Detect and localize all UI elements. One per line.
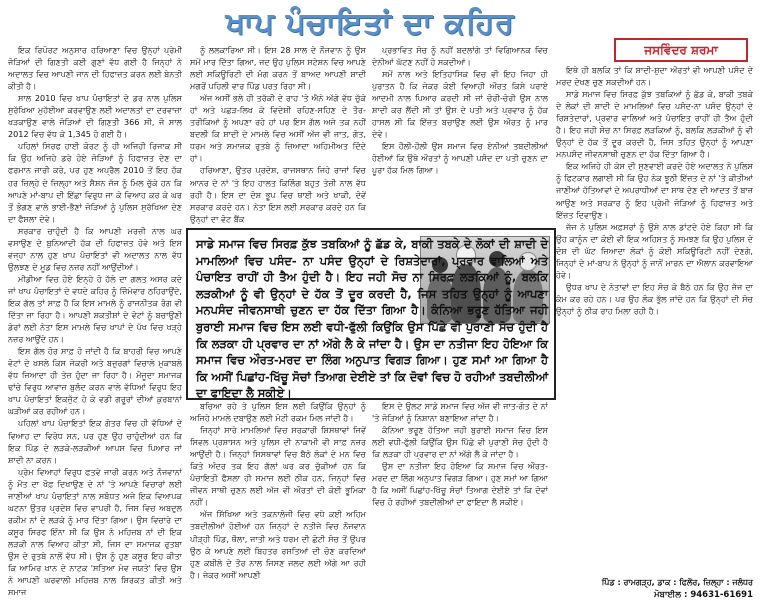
paragraph: ਨੂੰ ਲਲਕਾਰਿਆ ਸੀ। ਇਸ 28 ਸਾਲ ਦੇ ਨੌਜਵਾਨ ਨੂੰ ਉਸ ਸਮੇਂ ਮਾਰ ਦਿੱਤਾ ਗਿਆ, ਜਦ ਉਹ ਪੁਲਿਸ ਸਟੇਸ਼ਨ ਵਿਚ ਆਪਣੇ ਲਈ ਸਕਿਊਰਿਟੀ ਦੀ ਮੰਗ ਕਰਨ ਤੋਂ ਬਾਅਦ ਆਪਣੀ ਸ਼ਾਦੀ ਮਗਰੋਂ ਪਹਿਲੀ ਵਾਰ ਪਿੰਡ ਪਰਤ ਰਿਹਾ ਸੀ। [190,45,366,92]
article-headline: ਖਾਪ ਪੰਚਾਇਤਾਂ ਦਾ ਕਹਿਰ [225,6,515,41]
paragraph: ਸਾਡੇ ਸਮਾਜ ਵਿਚ ਸਿਰਫ਼ ਕੁੱਝ ਤਬਕਿਆਂ ਨੂੰ ਛੱਡ ਕੇ, ਬਾਕੀ ਤਬਕੇ ਦੇ ਲੋਕਾਂ ਦੀ ਸ਼ਾਦੀ ਦੇ ਮਾਮਲਿਆਂ ਵਿਚ ਪਸੰਦ-ਨਾ ਪਸੰਦ ਉਨ੍ਹਾਂ ਦੇ ਰਿਸ਼ਤੇਦਾਰਾਂ, ਪ੍ਰਵਾਰ ਵਾਲਿਆਂ ਅਤੇ ਪੰਚਾਇਤ ਰਾਹੀਂ ਹੀ ਤੈਅ ਹੁੰਦੀ ਹੈ। ਇਹ ਜਹੀ ਸੋਚ ਨਾ ਸਿਰਫ਼ ਲੜਕਿਆਂ ਨੂੰ, ਬਲਕਿ ਲੜਕੀਆਂ ਨੂੰ ਵੀ ਉਨ੍ਹਾਂ ਦੇ ਹੱਕ ਤੋਂ ਦੂਰ ਕਰਦੀ ਹੈ, ਜਿਸ ਤਹਿਤ ਉਨ੍ਹਾਂ ਨੂੰ ਆਪਣਾ ਮਨਪਸੰਦ ਜੀਵਨਸਾਥੀ ਚੁਣਨ ਦਾ ਹੱਕ ਦਿੱਤਾ ਗਿਆ ਹੈ। [556,89,753,160]
paragraph: ਇਥੇ ਹੀ ਬਲਕਿ ਤਾਂ ਕਿ ਸ਼ਾਦੀ-ਸ਼ੁਦਾ ਔਰਤਾਂ ਵੀ ਆਪਣੀ ਪਸੰਦ ਦੇ ਮਰਦ ਦੇਖਣ ਚੁਣ ਸਕਦੀਆਂ ਹਨ। [556,65,753,88]
paragraph: ਸਮੇਂ ਨਾਲ ਅਤੇ ਇਤਿਹਾਸਿਕ ਵਿਚ ਵੀ ਇਹ ਜਿਹਾ ਹੀ ਪੁਰਾਤਨ ਹੈ ਕਿ ਜੇਕਰ ਕੋਈ ਵਿਆਹੀ ਔਰਤ ਕਿਸੇ ਪਰਾਏ ਆਦਮੀ ਨਾਲ ਪਿਆਰ ਕਰਦੀ ਸੀ ਜਾਂ ਚੋਰੀ-ਚੋਰੀ ਉਸ ਨਾਲ ਸ਼ਾਦੀ ਕਰ ਲੈਂਦੀ ਸੀ ਤਾਂ ਉਸ ਦੇ ਪਤੀ ਅਤੇ ਪ੍ਰਵਾਰ ਨੂੰ ਹੱਕ ਹਾਸਲ ਸੀ ਕਿ ਇੱਜ਼ਤ ਬਚਾਉਣ ਲਈ ਉਸ ਔਰਤ ਨੂੰ ਮਾਰ ਦੇਵੇ। [372,69,548,140]
paragraph: ਇਸ ਹੌਲੀ-ਹੌਲੀ ਉਸ ਸਮਾਜ ਵਿਚ ਏਨੀਆਂ ਤਬਦੀਲੀਆਂ ਹੋਈਆਂ ਕਿ ਉਥੇ ਔਰਤਾਂ ਨੂੰ ਆਪਣੀ ਪਸੰਦ ਦਾ ਪਤੀ ਚੁਣਨ ਦਾ ਪੂਰਾ ਹੱਕ ਮਿਲ ਗਿਆ। [372,141,548,176]
article-column-3 [372,44,548,226]
paragraph: ਇਸ ਗੱਲ ਹੋਰ ਸਾਫ਼ ਹੋ ਜਾਂਦੀ ਹੈ ਕਿ ਬਾਹਰੀ ਵਿਚ ਆਪਣੇ ਵੋਟਾਂ ਦੇ ਖਸਲੇ ਕਿਸ ਜੇਕਰੀ ਅਤੇ ਬਜ਼ੁਰਗਾਂ ਵਿਚਾਲੇ ਮੁਕਾਬਲੇ ਵੱਧ ਜਿਆਦਾ ਹੀ ਤੇਜ਼ ਹੁੰਦਾ ਜਾ ਰਿਹਾ ਹੈ। ਮੌਜੂਦਾ ਸਮਾਜਕ ਢਾਂਚੇ ਵਿਰੁਧ ਆਵਾਜ਼ ਬੁਲੰਦ ਕਰਨ ਵਾਲੇ ਵੱਧਿਆਂ ਵਿਰੁਧ ਇਹ ਖਾਪ ਪੰਚਾਇਤਾਂ ਇਕਜੁੱਟ ਹੋ ਕੇ ਵਡੀ ਗਰੂਰਾਂ ਦੀਆਂ ਕੁਰਬਾਨਾਂ ਘੜੀਆਂ ਕਰ ਰਹੀਆਂ ਹਨ। [8,346,182,417]
article-column-1 [8,44,182,598]
paragraph: ਬਚਿਆ ਰਹੇ ਤੇ ਪੁਲਿਸ ਇਸ ਲਈ ਕਿਉਂਕਿ ਉਨ੍ਹਾਂ ਨੂੰ ਅਜਿਹੇ ਮਾਮਲੇ ਦਬਾਉਣ ਲਈ ਮੋਟੀ ਰਕਮ ਮਿਲ ਜਾਂਦੀ ਹੈ। [190,401,366,424]
article-column-2 [190,44,366,224]
paragraph: ਅੱਜ ਅਸੀਂ ਭਲੇ ਹੀ ਤਰੱਕੀ ਦੇ ਰਾਹ 'ਤੇ ਐਨੇ ਅੱਗੇ ਵੱਧ ਚੁੱਕੇ ਹਾਂ ਅਤੇ ਪਛੜ-ਲਿਖ ਕੇ ਵਿਦੇਸ਼ੀ ਰਹਿਣ-ਸਹਿਣ ਦੇ ਤੌਰ-ਤਰੀਕਿਆਂ ਨੂੰ ਅਪਣਾ ਰਹੇ ਹਾਂ ਪਰ ਇਸ ਗੱਲ ਅਜੇ ਤਕ ਨਹੀਂ ਬਦਲੀ ਕਿ ਸ਼ਾਦੀ ਦੇ ਮਾਮਲੇ ਵਿਚ ਅਸੀਂ ਅੱਜ ਵੀ ਜਾਤ, ਗੋਤ, ਧਰਮ ਅਤੇ ਸਮਾਜਕ ਰੁਤਬੇ ਨੂੰ ਜ਼ਿਆਦਾ ਅਹਿਮੀਅਤ ਦਿੰਦੇ ਹਾਂ। [190,93,366,164]
pull-quote-text: ਸਾਡੇ ਸਮਾਜ ਵਿਚ ਸਿਰਫ਼ ਕੁੱਝ ਤਬਕਿਆਂ ਨੂੰ ਛੱਡ ਕੇ, ਬਾਕੀ ਤਬਕੇ ਦੇ ਲੋਕਾਂ ਦੀ ਸ਼ਾਦੀ ਦੇ ਮਾਮਲਿਆਂ ਵਿਚ ਪਸੰਦ- ਨਾ ਪਸੰਦ ਉਨ੍ਹਾਂ ਦੇ ਰਿਸ਼ਤੇਦਾਰਾਂ, ਪ੍ਰਵਾਰ ਵਾਲਿਆਂ ਅਤੇ ਪੰਚਾਇਤ ਰਾਹੀਂ ਹੀ ਤੈਅ ਹੁੰਦੀ ਹੈ। ਇਹ ਜਹੀ ਸੋਚ ਨਾ ਸਿਰਫ਼ ਲੜਕਿਆਂ ਨੂੰ, ਬਲਕਿ ਲੜਕੀਆਂ ਨੂੰ ਵੀ ਉਨ੍ਹਾਂ ਦੇ ਹੱਕ ਤੋਂ ਦੂਰ ਕਰਦੀ ਹੈ, ਜਿਸ ਤਹਿਤ ਉਨ੍ਹਾਂ ਨੂੰ ਆਪਣਾ ਮਨਪਸੰਦ ਜੀਵਨਸਾਥੀ ਚੁਣਨ ਦਾ ਹੱਕ ਦਿੱਤਾ ਗਿਆ ਹੈ। ਕੰਨਿਆ ਭਰੂਣ ਹੱਤਿਆ ਜਹੀ ਬੁਰਾਈ ਸਮਾਜ ਵਿਚ ਇਸ ਲਈ ਵਧੀ-ਫੁੱਲੀ ਕਿਉਂਕਿ ਉਸ ਪਿੱਛੇ ਵੀ ਪੁਰਾਣੀ ਸੋਚ ਹੁੰਦੀ ਹੈ ਕਿ ਲੜਕਾ ਹੀ ਪ੍ਰਵਾਰ ਦਾ ਨਾਂ ਅੱਗੇ ਲੈ ਕੇ ਜਾਂਦਾ ਹੈ। ਉਸ ਦਾ ਨਤੀਜਾ ਇਹ ਹੋਇਆ ਕਿ ਸਮਾਜ ਵਿਚ ਔਰਤ-ਮਰਦ ਦਾ ਲਿੰਗ ਅਨੁਪਾਤ ਵਿਗੜ ਗਿਆ। ਹੁਣ ਸਮਾਂ ਆ ਗਿਆ ਹੈ ਕਿ ਅਸੀਂ ਪਿਛਾਂਹ-ਖਿੱਚੂ ਸੋਚਾਂ ਤਿਆਗ ਦੇਈਏ ਤਾਂ ਕਿ ਦੋਵਾਂ ਵਿਚ ਹੋ ਰਹੀਆਂ ਤਬਦੀਲੀਆਂ ਦਾ ਫਾਇਦਾ ਲੈ ਸਕੀਏ। [196,237,548,401]
author-address: ਪਿੰਡ : ਰਾਮਗੜ੍ਹ, ਡਾਕ : ਫਿਲੌਰ, ਜ਼ਿਲ੍ਹਾ : ਜਲੰਧਰ [601,578,753,587]
paragraph: ਇਕ ਰਿਪੋਰਟ ਅਨੁਸਾਰ ਹਰਿਆਣਾ ਵਿਚ ਉਨ੍ਹਾਂ ਪ੍ਰੇਮੀ ਜੋੜਿਆਂ ਦੀ ਗਿਣਤੀ ਕਈ ਗੁਣਾਂ ਵੱਧ ਗਈ ਹੈ ਜਿਨ੍ਹਾਂ ਨੇ ਅਦਾਲਤ ਵਿਚ ਆਪਣੀ ਜਾਨ ਦੀ ਹਿਫਾਜ਼ਤ ਕਰਨ ਲਈ ਬੇਨਤੀ ਕੀਤੀ ਹੈ। [8,45,182,92]
paragraph: ਅੱਜ ਸਿੱਖਿਆ ਅਤੇ ਤਕਨਾਲੋਜੀ ਵਿਚ ਵਧੇ ਕਈ ਅਹਿਮ ਤਬਦੀਲੀਆਂ ਹੋਈਆਂ ਹਨ ਜਿਨ੍ਹਾਂ ਦੇ ਨਤੀਜੇ ਵਿਚ ਨੌਜਵਾਨ ਪੀੜ੍ਹੀ ਪਿੰਡ, ਥੌਲਾ, ਜਾਤੀ ਅਤੇ ਧਰਮ ਦੀ ਛੋਟੀ ਸੋਚ ਤੋਂ ਉਪਰ ਉਠ ਕੇ ਆਪਣੇ ਲਈ ਬਿਹਤਰ ਰਸਤਿਆਂ ਦੀ ਚੋਣ ਕਰਦਿਆਂ ਹੁਣ ਕਬੀਲੇ ਦੇ ਤੌਰ ਨਾਲ ਜਿਸਣ ਜਲਦ ਲਈ ਅੱਗੇ ਆ ਰਹੀ ਹੈ। ਜੇਕਰ ਅਸੀਂ ਆਪਣੀ [190,509,366,580]
paragraph: ਹਰਿਆਣਾ, ਉਤਰ ਪ੍ਰਦੇਸ਼, ਰਾਜਸਥਾਨ ਜਿਹੇ ਰਾਜਾਂ ਵਿਚ ਆਨਰ ਦੇ ਨਾਂ 'ਤੇ ਇਹ ਹਾਲਤ ਕਿਲਿੰਗ ਬਹੁਤ ਤੇਜ਼ੀ ਨਾਲ ਵੱਧ ਰਹੀ ਹੈ। ਇਸ ਦਾ ਦੋਸ਼ ਭੂਪ ਵਿਚ ਥਾਈ ਅਤੇ ਖਾਕੀ, ਦੋਵੇਂ ਸਰਕਾਰ ਕਰਦੇ ਹਨ। ਨੇਤਾ ਇਸ ਲਈ ਸਰਕਾਰ ਕਰਦੇ ਹਨ ਕਿ ਉਨ੍ਹਾਂ ਦਾ ਵੋਟ ਬੈਂਕ [190,165,366,224]
paragraph: ਮੀਡੀਆ ਵਿਚ ਹੋਏ ਇਨ੍ਹੇ ਹੋ ਹੱਲੇ ਦਾ ਗਲਤ ਅਸਰ ਕਦੇ ਜਾਂ ਖਾਪ ਪੰਚਾਇਤਾਂ ਦੇ ਵਧਦੇ ਕਹਿਰ ਨੂੰ ਜ਼ਿੰਮੇਵਾਰ ਠਹਿਰਾਉਂਦੇ, ਇਕ ਗੱਲ ਤਾਂ ਸਾਫ਼ ਹੈ ਕਿ ਇਸ ਮਾਮਲੇ ਨੂੰ ਰਾਜਨੀਤਕ ਰੰਗ ਵੀ ਦਿੱਤਾ ਜਾ ਰਿਹਾ ਹੈ। ਆਪਣੀ ਸ਼ਕਤੀਸ਼ਾਂ ਦੇ ਵੋਟਾਂ ਨੂੰ ਬਚਾਉਣੀ ਡੇਰਾਂ ਲਈ ਨੇਤਾ ਇਸ ਮਾਮਲੇ ਵਿਚ ਖਾਪਾਂ ਦੇ ਪੱਖ ਵਿਚ ਖੜ੍ਹੇ ਨਜ਼ਰ ਆਉਂਦੇ ਹਨ। [8,273,182,345]
paragraph: ਉਧਰ ਖਾਪ ਦੇ ਨੇਤਾਵਾਂ ਦਾ ਇਹ ਸੋਚ ਕੇ ਬੈਠੇ ਹਨ ਕਿ ਉਹ ਜੱਜ ਦਾ ਕੰਮ ਕਰ ਰਹੇ ਹਨ। ਪਰ ਉਹ ਲੋਕ ਭੁੱਲ ਜਾਂਦੇ ਹਨ ਕਿ ਉਨ੍ਹਾਂ ਦੀ ਸੋਚ ਉਨ੍ਹਾਂ ਨੂੰ ਠੀਕ ਰਾਹ ਮਿਲਾ ਰਹੀ ਹੈ। [556,281,753,316]
paragraph: ਪ੍ਰੇਮ ਵਿਆਹਾਂ ਵਿਰੁਧ ਫਤਵੇ ਜਾਰੀ ਕਰਨ ਅਤੇ ਨੌਜਵਾਨਾਂ ਨੂੰ ਮੌਤ ਦਾ ਖੌਫ਼ ਦਿਖਾਉਣ ਦੇ ਨਾਂ 'ਤੇ ਆਪਣੇ ਵਿਚਾਰਾਂ ਲਈ ਜਾਣੀਆਂ ਖਾਪ ਪੰਚਾਇਤਾਂ ਨਾਲ ਸਬੰਧਤ ਅਜੇ ਇਕ ਵਿਆਪਕ ਘਟਨਾ ਉਤਰ ਪ੍ਰਦੇਸ਼ ਵਿਚ ਵਾਪਰੀ ਹੈ, ਜਿਸ ਵਿਚ ਅਬਦੁਲ ਰਕੀਮ ਨਾਂ ਦੇ ਲੜਕੇ ਨੂੰ ਮਾਰ ਦਿੱਤਾ ਗਿਆ। ਉਸ ਵਿਚਾਰੇ ਦਾ ਕਸੂਰ ਸਿਰਫ ਇੰਨਾ ਸੀ ਕਿ ਉਸ ਨੇ ਮਹਿਜ਼ਬ ਨਾਂ ਦੀ ਇਕ ਲੜਕੀ ਨਾਲ ਵਿਆਹ ਕੀਤਾ ਸੀ, ਜਿਸ ਦਾ ਸਮਾਜਕ ਰੁਤਬਾ ਉਸ ਦੇ ਰੁਤਬੇ ਨਾਲੋਂ ਵੱਧ ਸੀ। ਉਸ ਨੂੰ ਹੁਣ ਕਸੂਰ ਇਹ ਕੀਤਾ ਕਿ ਆਮਿਰ ਖਾਨ ਦੇ ਨਾਟਕ 'ਸਤਿਆ ਮੇਵ ਜਯਤੇ' ਵਿਚ ਉਸ ਨੇ ਆਪਣੀ ਘਰਵਾਲੀ ਮਹਿਜ਼ਬ ਨਾਲ ਸ਼ਿਰਕਤ ਕੀਤੀ ਅਤੇ ਸਮਾਜ [8,466,182,598]
paragraph: ਇਕ ਅਜਿਹੇ ਹੀ ਕੇਸ ਦੀ ਸੁਣਵਾਈ ਕਰਦੇ ਹੋਏ ਅਦਾਲਤ ਨੇ ਪੁਲਿਸ ਨੂੰ ਫਿਟਕਾਰ ਲਗਾਈ ਸੀ ਕਿ ਉਹ ਨੇਕ ਝੂਠੀ ਇੱਜ਼ਤ ਦੇ ਨਾਂ 'ਤੇ ਕੀਤੀਆਂ ਜਾਣੀਆਂ ਹੱਤਿਆਵਾਂ ਦੇ ਅਪਰਾਧੀਆਂ ਦਾ ਸਾਥ ਦੇਣ ਦੀ ਆਦਤ ਤੋਂ ਬਾਜ਼ ਆਉਣ ਅਤੇ ਸਰਕਾਰ ਨੂੰ ਇਹ ਪ੍ਰੇਮੀ ਜੋੜਿਆਂ ਨੂੰ ਹਿਫਾਜ਼ਤ ਅਤੇ ਇੱਜ਼ਤ ਦਿਵਾਉਣ। [556,161,753,220]
paragraph: ਉਸ ਦਾ ਨਤੀਜਾ ਇਹ ਹੋਇਆ ਕਿ ਸਮਾਜ ਵਿਚ ਔਰਤ-ਮਰਦ ਦਾ ਲਿੰਗ ਅਨੁਪਾਤ ਵਿਗੜ ਗਿਆ। ਹੁਣ ਸਮਾਂ ਆ ਗਿਆ ਹੈ ਕਿ ਅਸੀਂ ਪਿਛਾਂਹ-ਖਿੱਚੂ ਸੋਚਾਂ ਤਿਆਗ ਦੇਈਏ ਤਾਂ ਕਿ ਦੋਵਾਂ ਵਿਚ ਹੋ ਰਹੀਆਂ ਤਬਦੀਲੀਆਂ ਦਾ ਫਾਇਦਾ ਲੈ ਸਕੀਏ। [372,461,548,508]
paragraph: ਜੱਜ ਨੇ ਪੁਲਿਸ ਅਫ਼ਸਰਾਂ ਨੂੰ ਉਸੇ ਨਾਲ ਡਾਂਟਦੇ ਹੋਏ ਕਿਹਾ ਸੀ ਕਿ ਉਹ ਕਾਨੂੰਨ ਦਾ ਕੋਈ ਵੀ ਇਕ ਅਹਿਸਤ ਨੂੰ ਸਮਝਣ ਕਿ ਉਹ ਪੁਲਿਸ ਦੇ ਦੋਸ਼ ਦੀ ਘੱਟ ਜ਼ਿਆਦਾ ਲੋਕਾਂ ਨੂੰ ਕੋਈ ਸਕਿਊਰਿਟੀ ਨਹੀਂ ਦੇਣਗੇ, ਜਿਨ੍ਹਾਂ ਦੇ ਮਾਂ-ਬਾਪ ਨੇ ਉਨ੍ਹਾਂ ਨੂੰ ਜਾਨੋਂ ਮਾਰਨ ਦਾ ਐਲਾਨ ਕਰਵਾਇਆ ਹੋਵੇ। [556,221,753,280]
paragraph: ਪਹਿਲਾਂ ਖਾਪ ਪੰਚਾਇਤਾਂ ਇਕ ਗੋਤਰ ਵਿਚ ਹੀ ਵੱਧਿਆਂ ਦੇ ਵਿਆਹ ਦਾ ਵਿਰੋਧ ਸਨ, ਪਰ ਹੁਣ ਉਹ ਚਾਹੁੰਦੀਆਂ ਹਨ ਕਿ ਇਕ ਪਿੰਡ ਦੇ ਲੜਕੇ-ਲੜਕੀਆਂ ਆਪਸ ਵਿਚ ਪਿਆਰ ਜਾਂ ਸ਼ਾਦੀ ਨਾ ਕਰਨ। [8,418,182,465]
paragraph: ਸਾਲ 2010 ਵਿਚ ਖਾਪ ਪੰਚਾਇਤਾਂ ਦੇ ਡਰ ਨਾਲ ਪੁਲਿਸ ਸੁਰੱਖਿਆ ਮੁਹੱਈਆ ਕਰਵਾਉਣ ਲਈ ਅਦਾਲਤਾਂ ਦਾ ਦਰਵਾਜ਼ਾ ਖੜਕਾਉਣ ਵਾਲੇ ਜੋੜਿਆਂ ਦੀ ਗਿਣਤੀ 366 ਸੀ, ਜੋ ਸਾਲ 2012 ਵਿਚ ਵੱਧ ਕੇ 1,345 ਹੋ ਗਈ ਹੈ। [8,93,182,140]
paragraph: ਪਹਿਲਾਂ ਸਿਰਫ ਹਾਈ ਕੋਰਟ ਨੂੰ ਹੀ ਅਜਿਹੀ ਰਿਜਾਕ ਸੀ ਕਿ ਉਹ ਅਜਿਹੇ ਡਰੇ ਹੋਏ ਜੋੜਿਆਂ ਨੂੰ ਹਿਫਾਜ਼ਤ ਦੇਣ ਦਾ ਫਰਮਾਨ ਜਾਰੀ ਕਰੇ, ਪਰ ਹੁਣ ਅਪ੍ਰੈਲ 2010 ਤੋਂ ਇਹ ਹੱਕ ਹਰ ਜ਼ਿਲ੍ਹੇ ਦੇ ਜ਼ਿਲ੍ਹਾ ਅਤੇ ਸੈਸ਼ਨ ਜੱਜ ਨੂੰ ਮਿਲ ਚੁੱਕੇ ਹਨ ਕਿ ਆਪਣੇ ਮਾਂ-ਬਾਪ ਦੀ ਇੱਛਾ ਵਿਰੁਧ ਜਾ ਕੇ ਵਿਆਹ ਕਰ ਕੇ ਘਰ ਤੋਂ ਭੋਗਣ ਵਾਲੇ ਭਾਈ-ਭੈਣਾਂ ਜੋੜਿਆਂ ਨੂੰ ਪੁਲਿਸ ਸੁਰੱਖਿਆ ਦੇਣ ਦਾ ਫੈਸਲਾ ਦੇਵੇ। [8,141,182,224]
paragraph: ਜਿਨ੍ਹਾਂ ਸਾਰੇ ਮਾਮਲਿਆਂ ਵਿਚ ਸਰਕਾਰੀ ਸ਼ਿਸਥਾਵਾਂ ਜਿਵੇਂ ਸਿਵਲ ਪ੍ਰਸ਼ਾਸਨ ਅਤੇ ਪੁਲਿਸ ਦੀ ਨਾਕਾਮੀ ਵੀ ਸਾਫ਼ ਨਜ਼ਰ ਆਉਂਦੀ ਹੈ। ਜਿਨ੍ਹਾਂ ਸਿਸਥਾਵਾਂ ਵਿਚ ਬੈਠੇ ਲੋਕਾਂ ਦੇ ਮਨ ਵਿਚ ਕਿਤੇ ਅੰਦਰ ਤਕ ਇਹ ਗੱਲਾਂ ਘਰ ਕਰ ਚੁੱਕੀਆਂ ਹਨ ਕਿ ਪੰਚਾਇਤੀ ਫੈਸਲਾ ਹੀ ਸਮਾਜ ਲਈ ਠੀਕ ਹਨ, ਜਿਨ੍ਹਾਂ ਵਿਚ ਜੀਵਨ ਸਾਥੀ ਚੁਣਨ ਲਈ ਅੱਜ ਵੀ ਔਰਤਾਂ ਦੀ ਕੋਈ ਭੂਮਿਕਾ ਨਹੀਂ। [190,425,366,508]
article-column-3-lower [372,400,548,598]
paragraph: ਇਸ ਦੇ ਉਲਟ ਸਾਡੇ ਸਮਾਜ ਵਿਚ ਅੱਜ ਵੀ ਜਾਤ-ਗੋਤ ਦੇ ਨਾਂ 'ਤੇ ਜੋੜਿਆਂ ਨੂੰ ਨਿਸ਼ਾਨਾ ਬਣਾਇਆ ਜਾਂਦਾ ਹੈ। [372,401,548,424]
author-phone: ਮੋਬਾਈਲ : 94631-61691 [654,590,753,600]
article-column-2-lower [190,400,366,598]
paragraph: ਕੰਨਿਆ ਭਰੂਣ ਹੱਤਿਆ ਜਹੀ ਬੁਰਾਈ ਸਮਾਜ ਵਿਚ ਇਸ ਲਈ ਵਧੀ-ਫੁੱਲੀ ਕਿਉਂਕਿ ਉਸ ਪਿੱਛੇ ਵੀ ਪੁਰਾਣੀ ਸੋਚ ਹੁੰਦੀ ਹੈ ਕਿ ਲੜਕਾ ਹੀ ਪ੍ਰਵਾਰ ਦਾ ਨਾਂ ਅੱਗੇ ਲੈ ਕੇ ਜਾਂਦਾ ਹੈ। [372,425,548,460]
author-byline: ਜਸਵਿੰਦਰ ਸ਼ਰਮਾ [614,38,748,62]
paragraph: ਪ੍ਰਭਾਵਿਤ ਸੋਚ ਨੂੰ ਨਹੀਂ ਬਦਲਾਂਗੇ ਤਾਂ ਵਿਗਿਆਨਕ ਵਿਚ ਦੇਨੀਆਂ ਘੱਟਣ ਨਹੀਂ ਹੋ ਸਕਦੀਆਂ। [372,45,548,68]
article-column-4 [556,64,753,554]
pull-quote-box [186,228,556,400]
paragraph: ਸਰਕਾਰ ਚਾਹੁੰਦੀ ਹੈ ਕਿ ਆਪਣੀ ਮਰਜ਼ੀ ਨਾਲ ਘਰ ਵਸਾਉਣ ਦੇ ਬੁਨਿਆਦੀ ਹੱਕ ਦੀ ਹਿਫਾਜ਼ਤ ਹੋਵੇ ਅਤੇ ਇਸ ਵਜ੍ਹਾ ਨਾਲ ਹੁਣ ਖਾਪ ਪੰਚਾਇਤਾਂ ਵੀ ਅਦਾਲਤ ਨਾਲ ਵੱਧ ਉਲਝਣ ਦੇ ਮੂਡ ਵਿਚ ਨਜ਼ਰ ਨਹੀਂ ਆਉਂਦੀਆਂ। [8,225,182,272]
